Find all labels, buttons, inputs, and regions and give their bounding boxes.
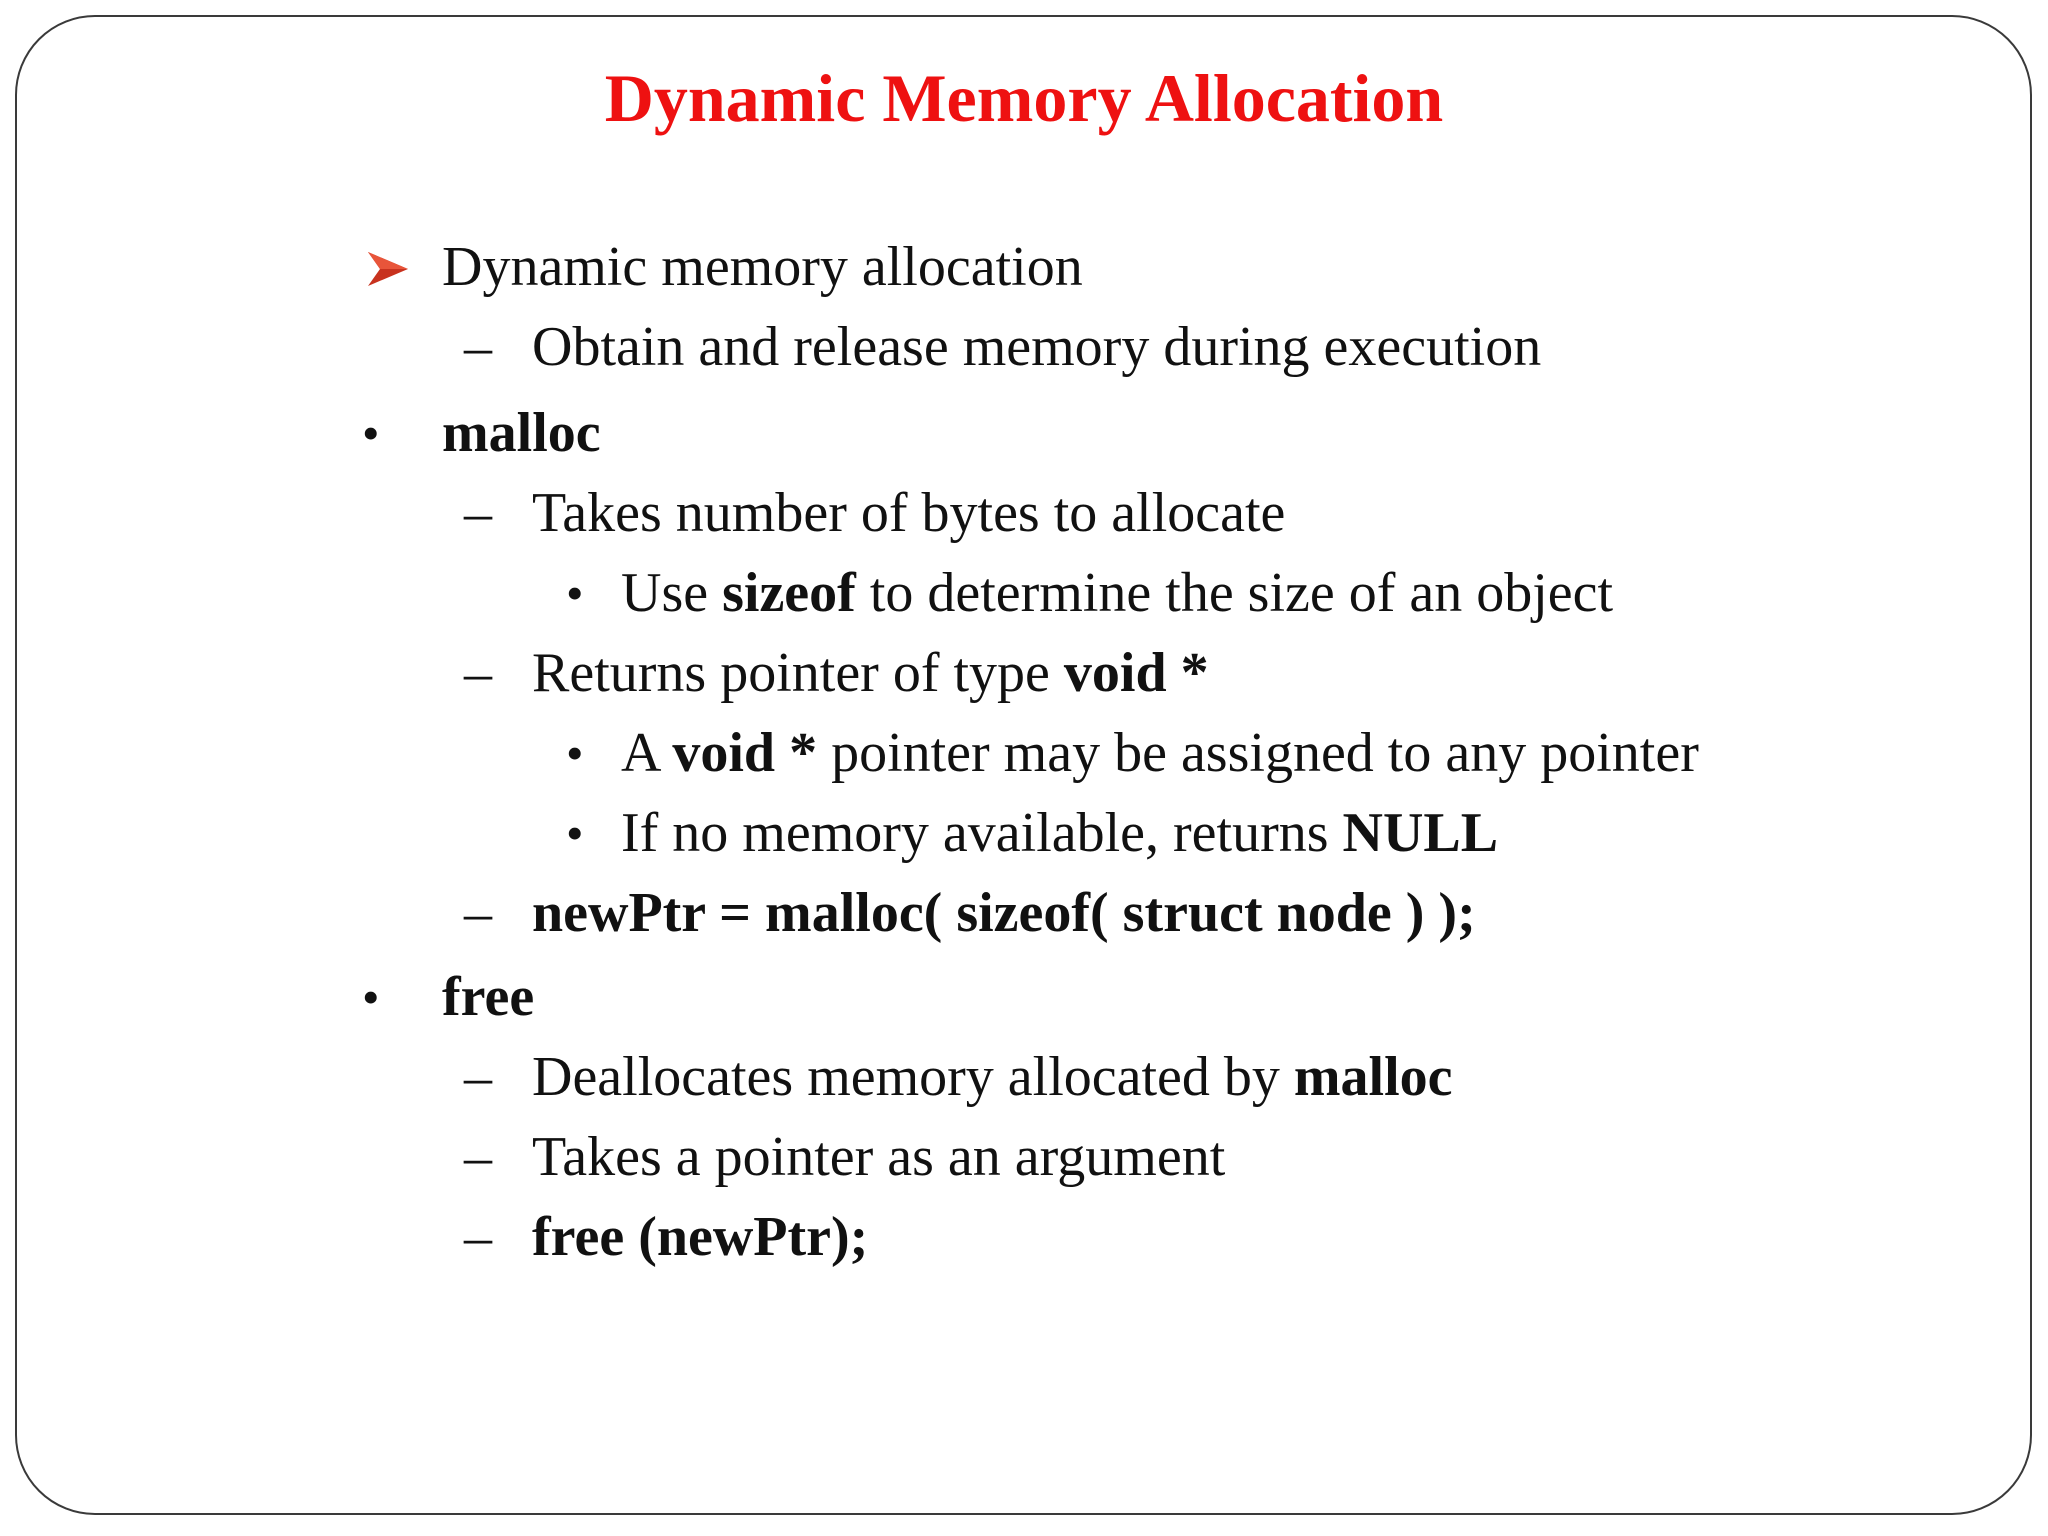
item-code: newPtr = malloc( sizeof( struct node ) );	[532, 882, 1476, 944]
dash-marker: –	[464, 482, 492, 544]
item-text: Takes a pointer as an argument	[532, 1126, 1226, 1188]
dash-marker: –	[464, 882, 492, 944]
dash-marker: –	[464, 1206, 492, 1268]
item-text: A void * pointer may be assigned to any pointer	[621, 722, 1699, 784]
bullet-marker: •	[362, 969, 380, 1025]
bullet-marker: •	[362, 405, 380, 461]
bullet-marker: •	[566, 565, 584, 621]
item-text: Dynamic memory allocation	[442, 236, 1083, 298]
dash-marker: –	[464, 1046, 492, 1108]
item-text: Takes number of bytes to allocate	[532, 482, 1286, 544]
item-text: Deallocates memory allocated by malloc	[532, 1046, 1453, 1108]
dash-marker: –	[464, 1126, 492, 1188]
item-text: free	[442, 966, 535, 1028]
item-text: Use sizeof to determine the size of an object	[621, 562, 1614, 624]
dash-marker: –	[464, 316, 492, 378]
item-text: malloc	[442, 402, 601, 464]
bullet-marker: •	[566, 805, 584, 861]
item-text: Obtain and release memory during execution	[532, 316, 1542, 378]
item-text: Returns pointer of type void *	[532, 642, 1209, 704]
dash-marker: –	[464, 642, 492, 704]
bullet-marker: •	[566, 725, 584, 781]
arrow-bullet-icon	[366, 250, 410, 288]
item-code: free (newPtr);	[532, 1206, 869, 1268]
item-text: If no memory available, returns NULL	[621, 802, 1499, 864]
slide-title: Dynamic Memory Allocation	[604, 60, 1444, 136]
